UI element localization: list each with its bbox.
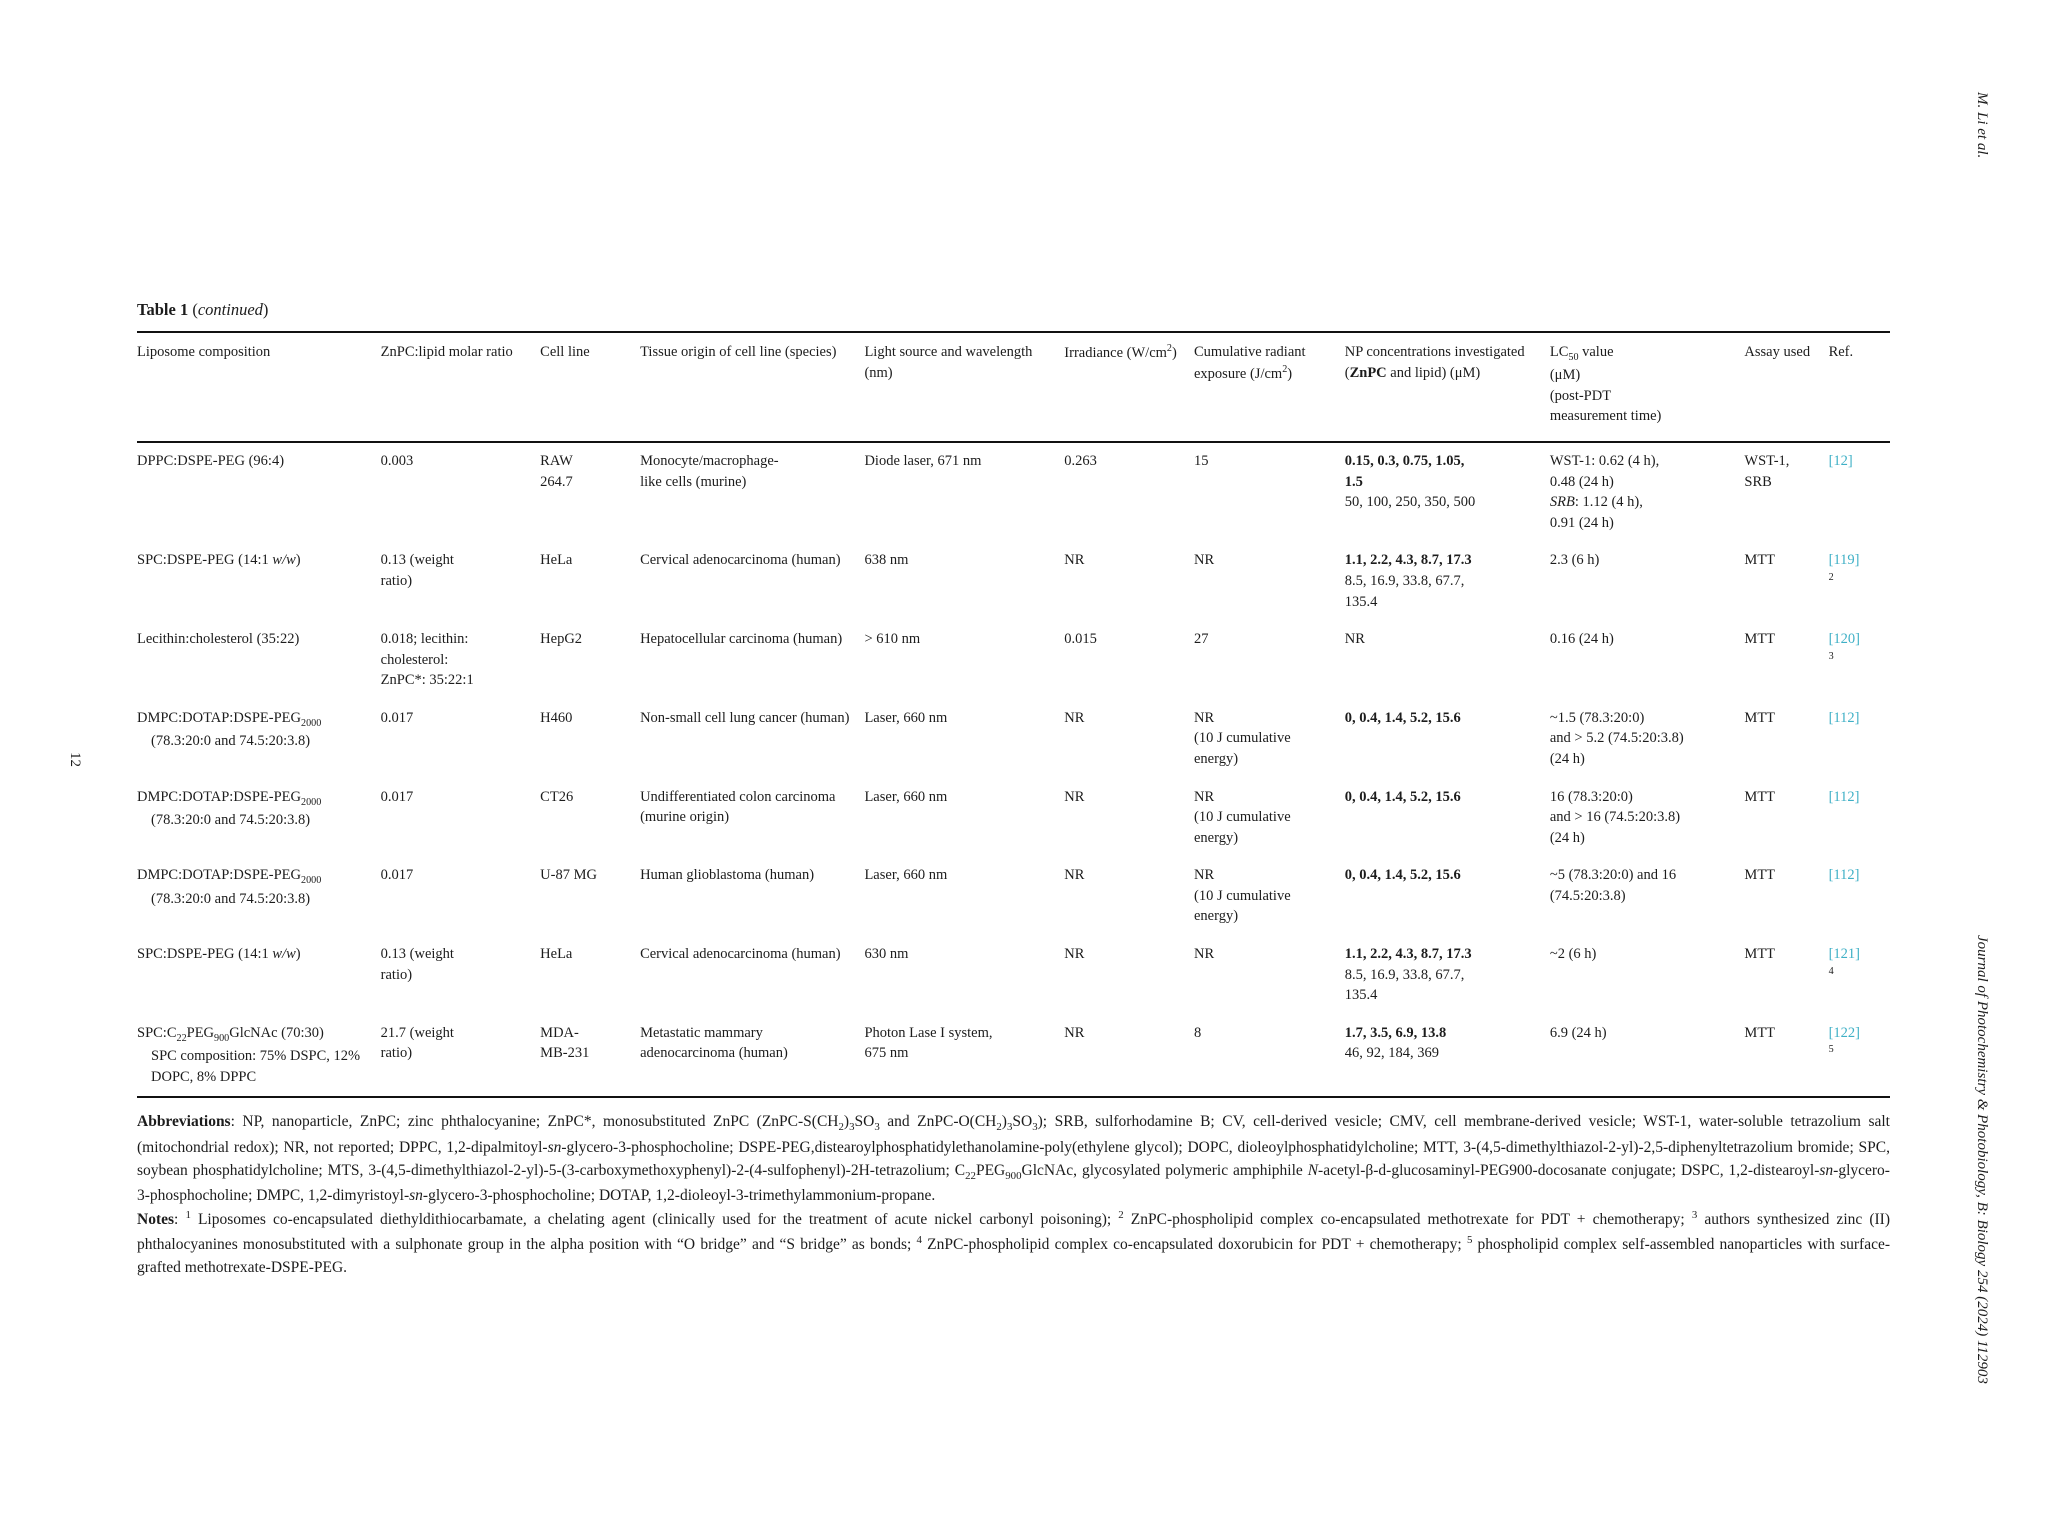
table-cell: WST-1, SRB bbox=[1744, 453, 1790, 490]
table-body bbox=[137, 442, 1890, 1097]
table-cell: Lecithin:cholesterol (35:22) bbox=[137, 631, 300, 648]
table-cell: 0.017 bbox=[380, 709, 414, 726]
table-cell: MTT bbox=[1744, 1024, 1776, 1041]
ref-link[interactable]: [122] bbox=[1828, 1024, 1860, 1041]
table-cell: 6.9 (24 h) bbox=[1549, 1024, 1607, 1041]
table-cell: DPPC:DSPE-PEG (96:4) bbox=[137, 453, 285, 470]
column-header: Light source and wavelength (nm) bbox=[864, 332, 1064, 442]
table-row bbox=[137, 542, 1890, 621]
column-header: NP concentrations investigated (ZnPC and lipid) (μM) bbox=[1345, 332, 1550, 442]
data-table bbox=[137, 331, 1890, 1098]
table-cell: $SPC:C_{22}PEG_{900}GlcNAc$ (70:30) SPC composition: 75% DSPC, 12% DOPC, 8% DPPC bbox=[137, 1024, 361, 1085]
table-cell: U-87 MG bbox=[540, 867, 597, 884]
table-row bbox=[137, 700, 1890, 779]
ref-link[interactable]: [121] bbox=[1828, 946, 1860, 963]
table-cell: Metastatic mammary adenocarcinoma (human) bbox=[640, 1024, 788, 1062]
table-cell: NR bbox=[1194, 946, 1215, 963]
table-cell: MTT bbox=[1744, 631, 1776, 648]
table-row bbox=[137, 1015, 1890, 1097]
table-cell: Cervical adenocarcinoma (human) bbox=[640, 946, 841, 963]
table-row bbox=[137, 936, 1890, 1015]
table-cell: 0.017 bbox=[380, 867, 414, 884]
table-cell: ~5 (78.3:20:0) and 16 (74.5:20:3.8) bbox=[1549, 867, 1677, 904]
table-cell: 1.7, 3.5, 6.9, 13.8 46, 92, 184, 369 bbox=[1344, 1024, 1447, 1062]
table-cell: RAW 264.7 bbox=[540, 453, 573, 490]
table-cell: Human glioblastoma (human) bbox=[640, 867, 815, 884]
table-cell: NR (10 J cumulative energy) bbox=[1194, 709, 1291, 767]
table-cell: [119] $^2$ bbox=[1828, 552, 1860, 583]
table-cell: 0.13 (weight ratio) bbox=[380, 552, 454, 589]
table-row bbox=[137, 857, 1890, 936]
table-cell: NR bbox=[1064, 867, 1085, 884]
table-cell: 0.13 (weight ratio) bbox=[380, 946, 454, 983]
table-header bbox=[137, 332, 1890, 442]
table-cell: Laser, 660 nm bbox=[864, 867, 948, 884]
table-title: Table 1 (continued) bbox=[137, 300, 269, 319]
ref-link[interactable]: [12] bbox=[1828, 453, 1853, 470]
table-cell: Cervical adenocarcinoma (human) bbox=[640, 552, 841, 569]
table-cell: > 610 nm bbox=[864, 631, 921, 648]
journal-footer: Journal of Photochemistry & Photobiology, B: Biology 254 (2024) 112903 bbox=[1974, 935, 1990, 1384]
table-cell: 2.3 (6 h) bbox=[1549, 552, 1600, 569]
table-cell: 8 bbox=[1194, 1024, 1202, 1041]
table-cell: MTT bbox=[1744, 946, 1776, 963]
table-cell: $DMPC:DOTAP:DSPE-PEG_{2000}$ (78.3:20:0 and 74.5:20:3.8) bbox=[137, 867, 322, 907]
table-cell: 0, 0.4, 1.4, 5.2, 15.6 bbox=[1344, 709, 1461, 726]
running-author: M. Li et al. bbox=[1974, 92, 1990, 159]
column-header: Tissue origin of cell line (species) bbox=[640, 332, 864, 442]
table-cell: WST-1: 0.62 (4 h), 0.48 (24 h) SRB: 1.12 (4 h), 0.91 (24 h) bbox=[1549, 453, 1660, 531]
column-header: Assay used bbox=[1744, 332, 1828, 442]
header-row bbox=[137, 332, 1890, 442]
table-cell: Monocyte/macrophage- like cells (murine) bbox=[640, 453, 779, 490]
ref-link[interactable]: [112] bbox=[1828, 788, 1860, 805]
column-header: Cumulative radiant exposure $(J/cm^2)$ bbox=[1194, 332, 1345, 442]
table-cell: 0.017 bbox=[380, 788, 414, 805]
table-cell: 27 bbox=[1194, 631, 1209, 648]
ref-link[interactable]: [112] bbox=[1828, 709, 1860, 726]
table-cell: HepG2 bbox=[540, 631, 583, 648]
table-cell: NR bbox=[1064, 709, 1085, 726]
ref-link[interactable]: [112] bbox=[1828, 867, 1860, 884]
table-cell: ~1.5 (78.3:20:0) and > 5.2 (74.5:20:3.8) (24 h) bbox=[1549, 709, 1684, 767]
table-cell: 0, 0.4, 1.4, 5.2, 15.6 bbox=[1344, 867, 1461, 884]
table-cell: MTT bbox=[1744, 788, 1776, 805]
ref-link[interactable]: [119] bbox=[1828, 552, 1860, 569]
column-header: Ref. bbox=[1829, 332, 1890, 442]
column-header: Liposome composition bbox=[137, 332, 381, 442]
table-cell: Undifferentiated colon carcinoma (murine origin) bbox=[640, 788, 836, 826]
table-cell: NR bbox=[1344, 631, 1365, 648]
table-cell: SPC:DSPE-PEG (14:1 w/w) bbox=[137, 552, 301, 569]
table-cell: 638 nm bbox=[864, 552, 909, 569]
table-cell: 15 bbox=[1194, 453, 1209, 470]
table-cell: $DMPC:DOTAP:DSPE-PEG_{2000}$ (78.3:20:0 and 74.5:20:3.8) bbox=[137, 788, 322, 828]
table-cell: 0, 0.4, 1.4, 5.2, 15.6 bbox=[1344, 788, 1461, 805]
table-cell: [120] $^3$ bbox=[1828, 631, 1860, 662]
table-cell: $DMPC:DOTAP:DSPE-PEG_{2000}$ (78.3:20:0 and 74.5:20:3.8) bbox=[137, 709, 322, 750]
table-cell: HeLa bbox=[540, 946, 573, 963]
table-cell: HeLa bbox=[540, 552, 573, 569]
column-header: Irradiance $(W/cm^2)$ bbox=[1064, 332, 1194, 442]
table-cell: [122] $^5$ bbox=[1828, 1024, 1860, 1056]
ref-link[interactable]: [120] bbox=[1828, 631, 1860, 648]
column-header: $LC_{50}$ value (μM) (post-PDT measurement time) bbox=[1550, 332, 1745, 442]
table-cell: 0.15, 0.3, 0.75, 1.05, 1.5 50, 100, 250, 350, 500 bbox=[1344, 453, 1476, 511]
table-cell: SPC:DSPE-PEG (14:1 w/w) bbox=[137, 946, 301, 963]
table-footnotes bbox=[137, 1110, 1890, 1279]
table-cell: NR bbox=[1064, 946, 1085, 963]
table-row bbox=[137, 442, 1890, 542]
table-cell: NR bbox=[1064, 1024, 1085, 1041]
table-cell: 0.015 bbox=[1064, 631, 1097, 648]
table-cell: NR (10 J cumulative energy) bbox=[1194, 867, 1291, 925]
table-cell: [121] $^4$ bbox=[1828, 946, 1860, 977]
table-cell: NR bbox=[1064, 788, 1085, 805]
table-cell: 0.003 bbox=[380, 453, 414, 470]
table-cell: MTT bbox=[1744, 867, 1776, 884]
table-cell bbox=[1829, 779, 1890, 858]
table-cell: MDA- MB-231 bbox=[540, 1024, 590, 1062]
column-header: ZnPC:lipid molar ratio bbox=[381, 332, 541, 442]
table-cell: 630 nm bbox=[864, 946, 909, 963]
page-number: 12 bbox=[67, 752, 83, 767]
table-row bbox=[137, 779, 1890, 858]
table-cell: ~2 (6 h) bbox=[1549, 946, 1597, 963]
table-cell: MTT bbox=[1744, 709, 1776, 726]
table-cell bbox=[1829, 857, 1890, 936]
page-content bbox=[137, 300, 1890, 1280]
table-cell: 1.1, 2.2, 4.3, 8.7, 17.3 8.5, 16.9, 33.8, 67.7, 135.4 bbox=[1344, 946, 1472, 1004]
table-cell: NR (10 J cumulative energy) bbox=[1194, 788, 1291, 846]
table-cell bbox=[1829, 442, 1890, 542]
table-row bbox=[137, 621, 1890, 700]
table-cell: 0.018; lecithin: cholesterol: ZnPC*: 35:22:1 bbox=[380, 631, 474, 689]
table-cell: Photon Lase I system, 675 nm bbox=[864, 1024, 993, 1062]
table-cell: CT26 bbox=[540, 788, 574, 805]
table-cell: Diode laser, 671 nm bbox=[864, 453, 982, 470]
table-cell: Hepatocellular carcinoma (human) bbox=[640, 631, 843, 648]
column-header: Cell line bbox=[540, 332, 640, 442]
table-cell: 21.7 (weight ratio) bbox=[380, 1024, 454, 1062]
table-cell: 0.263 bbox=[1064, 453, 1097, 470]
table-cell: MTT bbox=[1744, 552, 1776, 569]
abbreviations-paragraph: Abbreviations: NP, nanoparticle, ZnPC; zinc phthalocyanine; ZnPC*, monosubstituted ZnPC ($ZnPC-S(CH_2)_3SO_3$ and ZnPC-$O(CH_2)_3SO_3$); SRB, sulforhodamine B; CV, cell-derived vesicle; CMV, cell membrane-derived vesicle; WST-1, water-soluble tetrazolium salt (mitochondrial redox); NR, not reported; DPPC, 1,2-dipalmitoyl-sn-glycero-3-phosphocholine; DSPE-PEG,distearoylphosphatidylethanolamine-poly(ethylene glycol); DOPC, dioleoylphosphatidylcholine; MTT, 3-(4,5-dimethylthiazol-2-yl)-2,5-diphenyltetrazolium bromide; SPC, soybean phosphatidylcholine; MTS, 3-(4,5-dimethylthiazol-2-yl)-5-(3-carboxymethoxyphenyl)-2-(4-sulfophenyl)-2H-tetrazolium; $C_{22}PEG_{900}GlcNAc$, glycosylated polymeric amphiphile N-acetyl-β-d-glucosaminyl-PEG900-docosanate conjugate; DSPC, 1,2-distearoyl-sn-glycero-3-phosphocholine; DMPC, 1,2-dimyristoyl-sn-glycero-3-phosphocholine; DOTAP, 1,2-dioleoyl-3-trimethylammonium-propane. bbox=[137, 1113, 1890, 1205]
table-cell: NR bbox=[1064, 552, 1085, 569]
table-cell: Laser, 660 nm bbox=[864, 788, 948, 805]
table-cell: NR bbox=[1194, 552, 1215, 569]
table-cell: 16 (78.3:20:0) and > 16 (74.5:20:3.8) (24 h) bbox=[1549, 788, 1681, 846]
table-cell: 0.16 (24 h) bbox=[1549, 631, 1614, 648]
table-cell: H460 bbox=[540, 709, 573, 726]
table-cell: 1.1, 2.2, 4.3, 8.7, 17.3 8.5, 16.9, 33.8, 67.7, 135.4 bbox=[1344, 552, 1472, 610]
table-cell: Laser, 660 nm bbox=[864, 709, 948, 726]
notes-paragraph: Notes: $^1$ Liposomes co-encapsulated diethyldithiocarbamate, a chelating agent (clinically used for the treatment of acute nickel carbonyl poisoning); $^2$ ZnPC-phospholipid complex co-encapsulated methotrexate for PDT + chemotherapy; $^3$ authors synthesized zinc (II) phthalocyanines monosubstituted with a sulphonate group in the alpha position with “O bridge” and “S bridge” as bonds; $^4$ ZnPC-phospholipid complex co-encapsulated doxorubicin for PDT + chemotherapy; $^5$ phospholipid complex self-assembled nanoparticles with surface-grafted methotrexate-DSPE-PEG. bbox=[137, 1209, 1890, 1277]
table-cell bbox=[1829, 700, 1890, 779]
table-cell: Non-small cell lung cancer (human) bbox=[640, 709, 850, 726]
